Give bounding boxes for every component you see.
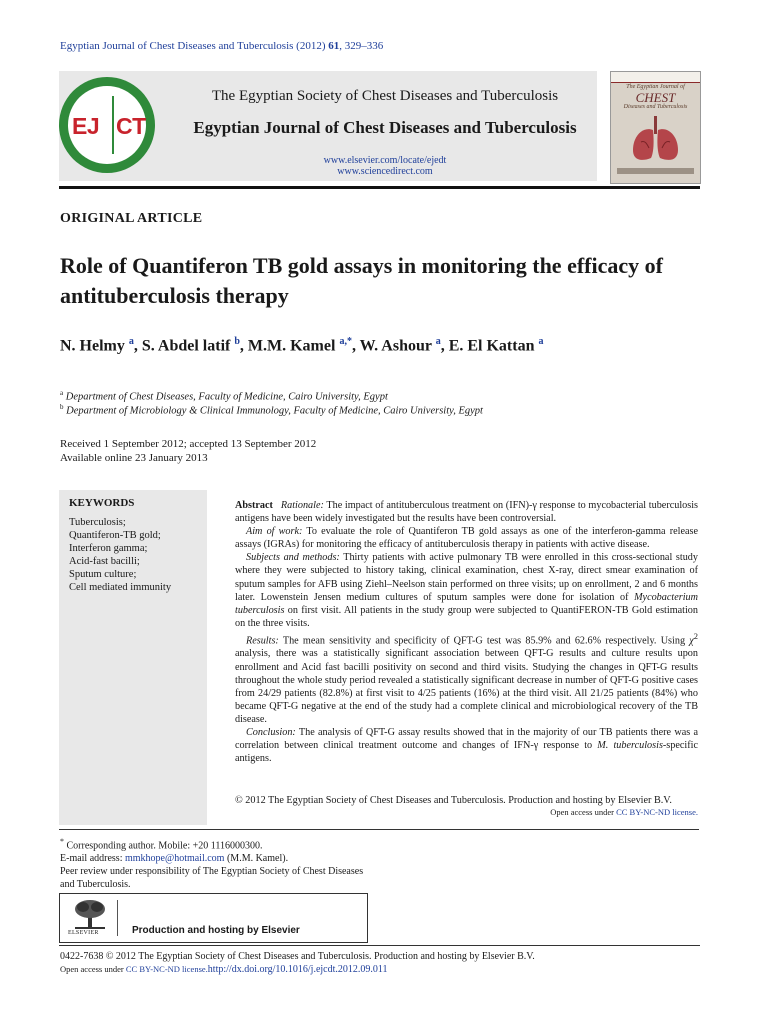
author-name: , W. Ashour: [351, 337, 436, 355]
abstract-aim: Aim of work: To evaluate the role of Quantiferon TB gold assays as one of the interferon-gamma release assays (IGRAs) for monitoring the efficacy of antituberculosis therapy in patients with active disease.: [235, 526, 698, 551]
footer-license-link[interactable]: CC BY-NC-ND license.: [125, 964, 208, 974]
keywords-heading: KEYWORDS: [69, 497, 135, 509]
license-link[interactable]: CC BY-NC-ND license.: [616, 807, 698, 817]
author-affiliation-link[interactable]: a: [435, 336, 441, 347]
cover-footer-strip: [617, 168, 694, 174]
cover-top-strip: [611, 72, 700, 83]
elsevier-separator: [117, 900, 118, 936]
article-title: Role of Quantiferon TB gold assays in monitoring the efficacy of antituberculosis therapy: [60, 253, 663, 308]
society-name: The Egyptian Society of Chest Diseases and Tuberculosis: [211, 88, 559, 104]
keyword-item: Quantiferon-TB gold;: [69, 530, 161, 541]
abstract-conclusion: Conclusion: The analysis of QFT-G assay results showed that in the majority of our TB patients there was a correlation between clinical treatment outcome and changes of IFN-γ response to M. tuberculosis-specific antigens.: [235, 726, 698, 765]
doi-link[interactable]: http://dx.doi.org/10.1016/j.ejcdt.2012.09.011: [207, 964, 388, 975]
footer-rule: [59, 945, 700, 946]
elsevier-hosting-box: [59, 893, 368, 943]
email-link[interactable]: mmkhope@hotmail.com: [124, 852, 225, 864]
header-rule: [59, 186, 700, 189]
keyword-item: Sputum culture;: [69, 569, 137, 580]
ejct-logo: [59, 77, 155, 173]
elsevier-tree-icon: [72, 898, 108, 930]
author-name: , M.M. Kamel: [239, 337, 340, 355]
abstract-rule: [59, 829, 699, 830]
open-access-note: Open access under CC BY-NC-ND license.: [550, 807, 698, 817]
author-name: , S. Abdel latif: [133, 337, 235, 355]
online-date: Available online 23 January 2013: [60, 452, 208, 464]
abstract-rationale: Abstract Rationale: The impact of antituberculous treatment on (IFN)-γ response to mycobacterial tuberculosis antigens have been widely investigated but the results have been controversial.: [235, 500, 699, 525]
author-name: , E. El Kattan: [440, 337, 539, 355]
production-hosting-label: Production and hosting by Elsevier: [132, 925, 300, 936]
received-dates: Received 1 September 2012; accepted 13 September 2012: [60, 438, 317, 450]
author-affiliation-link[interactable]: a: [538, 336, 544, 347]
abstract: [235, 499, 698, 765]
abstract-copyright: © 2012 The Egyptian Society of Chest Diseases and Tuberculosis. Production and hosting by Elsevier B.V.: [235, 795, 672, 806]
keywords-list: [69, 516, 171, 594]
lungs-icon: [629, 114, 682, 164]
abstract-results: Results: The mean sensitivity and specificity of QFT-G test was 85.9% and 62.6% respectively. Using $\chi^2$ analysis, there was a statistically significant association between QFT-G results and culture results upon enrollment and Acid fast bacilli positivity on second and third visits. Studying the changes in QFT-G results throughout the whole study period revealed a statistically significant decrease in number of QFT-G positive cases from 24/29 patients (82.8%) at first visit to 4/25 patients (16%) at the third visit. All 21/25 patients (84%) who became QFT-G negative at the end of the study had a complete clinical and microbiological recovery of the TB disease.: [235, 630, 698, 725]
elsevier-wordmark: ELSEVIER: [68, 930, 99, 936]
elsevier-url-link[interactable]: www.elsevier.com/locate/ejedt: [323, 155, 447, 166]
abstract-methods: Subjects and methods: Thirty patients with active pulmonary TB were enrolled in this cross-sectional study where they were subjected to history taking, clinical examination, chest X-ray, direct smear examination of sputum samples for AFB using Ziehl–Neelson stain performed on three visits; up on enrollment, 2 and 6 months later. Lowenstein Jensen medium cultures of sputum samples were done for isolation of Mycobacterium tuberculosis on first visit. All patients in the study group were subjected to QuantiFERON-TB Gold estimation on the three visits.: [235, 552, 698, 629]
author-affiliation-link[interactable]: a,*: [339, 336, 352, 347]
keywords-box: [59, 490, 207, 825]
logo-inner-circle: [68, 86, 146, 164]
author-list: [60, 336, 700, 355]
keyword-item: Acid-fast bacilli;: [69, 556, 140, 567]
footer-open-access: Open access under CC BY-NC-ND license.http://dx.doi.org/10.1016/j.ejcdt.2012.09.011: [60, 964, 388, 975]
author-name: N. Helmy: [60, 337, 129, 355]
author-affiliation-link[interactable]: b: [234, 336, 240, 347]
article-type: ORIGINAL ARTICLE: [60, 211, 203, 226]
journal-cover-image: [610, 71, 701, 184]
cover-title-line3: Diseases and Tuberculosis: [623, 104, 688, 110]
logo-text-right: CT: [116, 113, 146, 139]
keyword-item: Tuberculosis;: [69, 517, 126, 528]
affiliation-b: $^b$ Department of Microbiology & Clinical Immunology, Faculty of Medicine, Cairo University, Egypt: [60, 403, 483, 417]
cover-title-line2: CHEST: [635, 90, 676, 105]
keyword-item: Interferon gamma;: [69, 543, 148, 554]
affiliation-a: $^a$ Department of Chest Diseases, Faculty of Medicine, Cairo University, Egypt: [60, 389, 388, 403]
journal-name: Egyptian Journal of Chest Diseases and Tuberculosis: [193, 118, 577, 137]
peer-review-note: Peer review under responsibility of The Egyptian Society of Chest Diseases and Tuberculosis.: [60, 866, 364, 890]
issn-copyright: 0422-7638 © 2012 The Egyptian Society of Chest Diseases and Tuberculosis. Production and hosting by Elsevier B.V.: [60, 951, 535, 962]
logo-divider: [112, 96, 114, 154]
corresponding-author-note: * Corresponding author. Mobile: +20 1116000300. E-mail address: mmkhope@hotmail.com (M.M. Kamel).: [60, 837, 289, 864]
journal-citation[interactable]: Egyptian Journal of Chest Diseases and Tuberculosis (2012) 61, 329–336: [60, 40, 384, 52]
logo-text-left: EJ: [72, 113, 100, 139]
sciencedirect-url-link[interactable]: www.sciencedirect.com: [337, 166, 433, 177]
cover-title-line1: The Egyptian Journal of: [626, 84, 685, 90]
author-affiliation-link[interactable]: a: [128, 336, 134, 347]
keyword-item: Cell mediated immunity: [69, 582, 172, 593]
